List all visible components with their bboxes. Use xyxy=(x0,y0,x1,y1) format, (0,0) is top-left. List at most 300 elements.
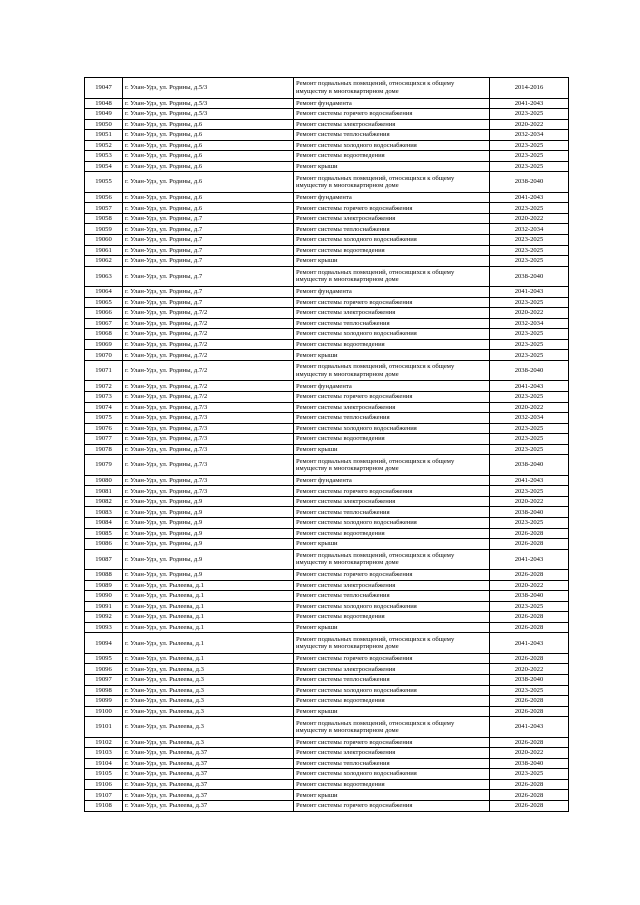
table-row xyxy=(85,591,569,602)
period-cell: 2023-2025 xyxy=(490,434,569,445)
row-number: 19056 xyxy=(85,192,123,203)
row-number: 19068 xyxy=(85,329,123,340)
row-number: 19053 xyxy=(85,151,123,162)
row-number: 19099 xyxy=(85,696,123,707)
period-cell: 2026-2028 xyxy=(490,800,569,811)
work-type-cell: Ремонт системы электроснабжения xyxy=(294,580,490,591)
table-row xyxy=(85,224,569,235)
period-cell: 2020-2022 xyxy=(490,580,569,591)
work-type-cell: Ремонт системы теплоснабжения xyxy=(294,318,490,329)
row-number: 19083 xyxy=(85,507,123,518)
work-type-cell: Ремонт крыши xyxy=(294,622,490,633)
address-cell: г. Улан-Удэ, ул. Рылеева, д.3 xyxy=(123,664,294,675)
table-row xyxy=(85,696,569,707)
table-row xyxy=(85,779,569,790)
address-cell: г. Улан-Удэ, ул. Родины, д.6 xyxy=(123,172,294,193)
period-cell: 2020-2022 xyxy=(490,119,569,130)
address-cell: г. Улан-Удэ, ул. Рылеева, д.1 xyxy=(123,622,294,633)
address-cell: г. Улан-Удэ, ул. Рылеева, д.1 xyxy=(123,653,294,664)
address-cell: г. Улан-Удэ, ул. Рылеева, д.37 xyxy=(123,769,294,780)
work-type-cell: Ремонт системы теплоснабжения xyxy=(294,507,490,518)
table-row xyxy=(85,539,569,550)
address-cell: г. Улан-Удэ, ул. Рылеева, д.3 xyxy=(123,717,294,738)
address-cell: г. Улан-Удэ, ул. Рылеева, д.37 xyxy=(123,748,294,759)
row-number: 19081 xyxy=(85,486,123,497)
work-type-cell: Ремонт системы холодного водоснабжения xyxy=(294,140,490,151)
period-cell: 2020-2022 xyxy=(490,748,569,759)
work-type-cell: Ремонт системы электроснабжения xyxy=(294,213,490,224)
period-cell: 2032-2034 xyxy=(490,224,569,235)
period-cell: 2041-2043 xyxy=(490,287,569,298)
row-number: 19080 xyxy=(85,475,123,486)
period-cell: 2032-2034 xyxy=(490,318,569,329)
address-cell: г. Улан-Удэ, ул. Рылеева, д.3 xyxy=(123,685,294,696)
work-type-cell: Ремонт системы теплоснабжения xyxy=(294,591,490,602)
period-cell: 2023-2025 xyxy=(490,109,569,120)
address-cell: г. Улан-Удэ, ул. Родины, д.7 xyxy=(123,245,294,256)
address-cell: г. Улан-Удэ, ул. Родины, д.9 xyxy=(123,528,294,539)
address-cell: г. Улан-Удэ, ул. Родины, д.6 xyxy=(123,192,294,203)
table-row xyxy=(85,706,569,717)
work-type-cell: Ремонт подвальных помещений, относящихся к общему имуществу в многоквартирном доме xyxy=(294,455,490,476)
row-number: 19054 xyxy=(85,161,123,172)
work-type-cell: Ремонт крыши xyxy=(294,539,490,550)
work-type-cell: Ремонт системы горячего водоснабжения xyxy=(294,800,490,811)
work-type-cell: Ремонт подвальных помещений, относящихся к общему имуществу в многоквартирном доме xyxy=(294,717,490,738)
work-type-cell: Ремонт системы холодного водоснабжения xyxy=(294,329,490,340)
table-row xyxy=(85,790,569,801)
work-type-cell: Ремонт системы водоотведения xyxy=(294,779,490,790)
row-number: 19079 xyxy=(85,455,123,476)
work-type-cell: Ремонт системы горячего водоснабжения xyxy=(294,737,490,748)
address-cell: г. Улан-Удэ, ул. Рылеева, д.3 xyxy=(123,675,294,686)
address-cell: г. Улан-Удэ, ул. Родины, д.7/3 xyxy=(123,434,294,445)
address-cell: г. Улан-Удэ, ул. Родины, д.7 xyxy=(123,224,294,235)
table-row xyxy=(85,78,569,99)
table-row xyxy=(85,98,569,109)
address-cell: г. Улан-Удэ, ул. Родины, д.6 xyxy=(123,119,294,130)
work-type-cell: Ремонт системы горячего водоснабжения xyxy=(294,653,490,664)
period-cell: 2038-2040 xyxy=(490,266,569,287)
table-row xyxy=(85,444,569,455)
work-type-cell: Ремонт крыши xyxy=(294,161,490,172)
table-row xyxy=(85,455,569,476)
period-cell: 2023-2025 xyxy=(490,423,569,434)
period-cell: 2020-2022 xyxy=(490,402,569,413)
row-number: 19092 xyxy=(85,612,123,623)
period-cell: 2026-2028 xyxy=(490,779,569,790)
row-number: 19097 xyxy=(85,675,123,686)
row-number: 19084 xyxy=(85,518,123,529)
row-number: 19051 xyxy=(85,130,123,141)
work-type-cell: Ремонт крыши xyxy=(294,790,490,801)
address-cell: г. Улан-Удэ, ул. Родины, д.5/3 xyxy=(123,78,294,99)
period-cell: 2026-2028 xyxy=(490,696,569,707)
address-cell: г. Улан-Удэ, ул. Родины, д.7/2 xyxy=(123,381,294,392)
table-row xyxy=(85,800,569,811)
table-row xyxy=(85,308,569,319)
period-cell: 2023-2025 xyxy=(490,444,569,455)
table-row xyxy=(85,518,569,529)
row-number: 19091 xyxy=(85,601,123,612)
repair-schedule-table xyxy=(84,77,569,812)
address-cell: г. Улан-Удэ, ул. Рылеева, д.37 xyxy=(123,800,294,811)
row-number: 19077 xyxy=(85,434,123,445)
row-number: 19061 xyxy=(85,245,123,256)
period-cell: 2041-2043 xyxy=(490,192,569,203)
address-cell: г. Улан-Удэ, ул. Родины, д.7/2 xyxy=(123,392,294,403)
period-cell: 2038-2040 xyxy=(490,758,569,769)
work-type-cell: Ремонт подвальных помещений, относящихся к общему имуществу в многоквартирном доме xyxy=(294,549,490,570)
row-number: 19058 xyxy=(85,213,123,224)
work-type-cell: Ремонт системы электроснабжения xyxy=(294,308,490,319)
period-cell: 2023-2025 xyxy=(490,235,569,246)
work-type-cell: Ремонт крыши xyxy=(294,256,490,267)
address-cell: г. Улан-Удэ, ул. Родины, д.7/2 xyxy=(123,318,294,329)
address-cell: г. Улан-Удэ, ул. Рылеева, д.37 xyxy=(123,790,294,801)
address-cell: г. Улан-Удэ, ул. Рылеева, д.3 xyxy=(123,696,294,707)
address-cell: г. Улан-Удэ, ул. Родины, д.7 xyxy=(123,256,294,267)
table-row xyxy=(85,653,569,664)
period-cell: 2038-2040 xyxy=(490,172,569,193)
table-row xyxy=(85,612,569,623)
period-cell: 2023-2025 xyxy=(490,350,569,361)
row-number: 19100 xyxy=(85,706,123,717)
address-cell: г. Улан-Удэ, ул. Родины, д.7 xyxy=(123,213,294,224)
row-number: 19090 xyxy=(85,591,123,602)
address-cell: г. Улан-Удэ, ул. Родины, д.7/2 xyxy=(123,360,294,381)
work-type-cell: Ремонт фундамента xyxy=(294,98,490,109)
row-number: 19106 xyxy=(85,779,123,790)
row-number: 19069 xyxy=(85,339,123,350)
period-cell: 2026-2028 xyxy=(490,612,569,623)
table-row xyxy=(85,496,569,507)
period-cell: 2041-2043 xyxy=(490,549,569,570)
period-cell: 2038-2040 xyxy=(490,455,569,476)
table-row xyxy=(85,350,569,361)
row-number: 19078 xyxy=(85,444,123,455)
work-type-cell: Ремонт системы водоотведения xyxy=(294,528,490,539)
work-type-cell: Ремонт подвальных помещений, относящихся к общему имуществу в многоквартирном доме xyxy=(294,172,490,193)
address-cell: г. Улан-Удэ, ул. Родины, д.6 xyxy=(123,161,294,172)
period-cell: 2026-2028 xyxy=(490,737,569,748)
row-number: 19086 xyxy=(85,539,123,550)
table-row xyxy=(85,297,569,308)
period-cell: 2020-2022 xyxy=(490,213,569,224)
work-type-cell: Ремонт крыши xyxy=(294,706,490,717)
table-row xyxy=(85,664,569,675)
work-type-cell: Ремонт системы холодного водоснабжения xyxy=(294,423,490,434)
period-cell: 2023-2025 xyxy=(490,769,569,780)
row-number: 19085 xyxy=(85,528,123,539)
period-cell: 2038-2040 xyxy=(490,507,569,518)
table-row xyxy=(85,622,569,633)
address-cell: г. Улан-Удэ, ул. Родины, д.7/3 xyxy=(123,413,294,424)
table-row xyxy=(85,748,569,759)
work-type-cell: Ремонт подвальных помещений, относящихся к общему имуществу в многоквартирном доме xyxy=(294,266,490,287)
table-row xyxy=(85,161,569,172)
table-row xyxy=(85,737,569,748)
table-row xyxy=(85,213,569,224)
row-number: 19089 xyxy=(85,580,123,591)
work-type-cell: Ремонт крыши xyxy=(294,444,490,455)
row-number: 19074 xyxy=(85,402,123,413)
address-cell: г. Улан-Удэ, ул. Рылеева, д.3 xyxy=(123,706,294,717)
work-type-cell: Ремонт системы теплоснабжения xyxy=(294,413,490,424)
address-cell: г. Улан-Удэ, ул. Родины, д.9 xyxy=(123,549,294,570)
work-type-cell: Ремонт системы теплоснабжения xyxy=(294,130,490,141)
work-type-cell: Ремонт системы горячего водоснабжения xyxy=(294,109,490,120)
work-type-cell: Ремонт системы электроснабжения xyxy=(294,496,490,507)
period-cell: 2023-2025 xyxy=(490,140,569,151)
work-type-cell: Ремонт системы холодного водоснабжения xyxy=(294,769,490,780)
work-type-cell: Ремонт системы электроснабжения xyxy=(294,748,490,759)
row-number: 19070 xyxy=(85,350,123,361)
period-cell: 2032-2034 xyxy=(490,413,569,424)
period-cell: 2026-2028 xyxy=(490,706,569,717)
work-type-cell: Ремонт подвальных помещений, относящихся к общему имуществу в многоквартирном доме xyxy=(294,360,490,381)
period-cell: 2041-2043 xyxy=(490,381,569,392)
work-type-cell: Ремонт системы теплоснабжения xyxy=(294,758,490,769)
work-type-cell: Ремонт системы горячего водоснабжения xyxy=(294,392,490,403)
row-number: 19047 xyxy=(85,78,123,99)
row-number: 19050 xyxy=(85,119,123,130)
row-number: 19065 xyxy=(85,297,123,308)
work-type-cell: Ремонт системы холодного водоснабжения xyxy=(294,235,490,246)
period-cell: 2023-2025 xyxy=(490,486,569,497)
table-row xyxy=(85,329,569,340)
period-cell: 2026-2028 xyxy=(490,790,569,801)
period-cell: 2026-2028 xyxy=(490,539,569,550)
work-type-cell: Ремонт системы водоотведения xyxy=(294,612,490,623)
table-row xyxy=(85,266,569,287)
work-type-cell: Ремонт подвальных помещений, относящихся к общему имуществу в многоквартирном доме xyxy=(294,633,490,654)
table-row xyxy=(85,287,569,298)
period-cell: 2023-2025 xyxy=(490,392,569,403)
row-number: 19057 xyxy=(85,203,123,214)
table-row xyxy=(85,109,569,120)
table-row xyxy=(85,570,569,581)
work-type-cell: Ремонт крыши xyxy=(294,350,490,361)
row-number: 19064 xyxy=(85,287,123,298)
address-cell: г. Улан-Удэ, ул. Родины, д.6 xyxy=(123,151,294,162)
work-type-cell: Ремонт системы горячего водоснабжения xyxy=(294,297,490,308)
row-number: 19073 xyxy=(85,392,123,403)
row-number: 19059 xyxy=(85,224,123,235)
table-row xyxy=(85,685,569,696)
period-cell: 2023-2025 xyxy=(490,297,569,308)
work-type-cell: Ремонт системы водоотведения xyxy=(294,696,490,707)
address-cell: г. Улан-Удэ, ул. Рылеева, д.1 xyxy=(123,612,294,623)
row-number: 19060 xyxy=(85,235,123,246)
address-cell: г. Улан-Удэ, ул. Рылеева, д.1 xyxy=(123,601,294,612)
work-type-cell: Ремонт системы электроснабжения xyxy=(294,119,490,130)
address-cell: г. Улан-Удэ, ул. Рылеева, д.3 xyxy=(123,737,294,748)
address-cell: г. Улан-Удэ, ул. Родины, д.7/3 xyxy=(123,423,294,434)
row-number: 19082 xyxy=(85,496,123,507)
period-cell: 2026-2028 xyxy=(490,570,569,581)
period-cell: 2023-2025 xyxy=(490,245,569,256)
address-cell: г. Улан-Удэ, ул. Родины, д.7/2 xyxy=(123,329,294,340)
period-cell: 2020-2022 xyxy=(490,664,569,675)
work-type-cell: Ремонт фундамента xyxy=(294,192,490,203)
period-cell: 2023-2025 xyxy=(490,256,569,267)
table-row xyxy=(85,339,569,350)
table-row xyxy=(85,475,569,486)
table-row xyxy=(85,392,569,403)
address-cell: г. Улан-Удэ, ул. Родины, д.7 xyxy=(123,266,294,287)
period-cell: 2020-2022 xyxy=(490,496,569,507)
period-cell: 2026-2028 xyxy=(490,622,569,633)
row-number: 19049 xyxy=(85,109,123,120)
row-number: 19104 xyxy=(85,758,123,769)
address-cell: г. Улан-Удэ, ул. Родины, д.9 xyxy=(123,518,294,529)
table-row xyxy=(85,172,569,193)
period-cell: 2023-2025 xyxy=(490,518,569,529)
address-cell: г. Улан-Удэ, ул. Родины, д.9 xyxy=(123,496,294,507)
work-type-cell: Ремонт системы холодного водоснабжения xyxy=(294,601,490,612)
period-cell: 2023-2025 xyxy=(490,151,569,162)
address-cell: г. Улан-Удэ, ул. Родины, д.7/3 xyxy=(123,486,294,497)
row-number: 19087 xyxy=(85,549,123,570)
work-type-cell: Ремонт системы водоотведения xyxy=(294,339,490,350)
address-cell: г. Улан-Удэ, ул. Рылеева, д.1 xyxy=(123,591,294,602)
row-number: 19088 xyxy=(85,570,123,581)
work-type-cell: Ремонт системы водоотведения xyxy=(294,151,490,162)
period-cell: 2038-2040 xyxy=(490,360,569,381)
row-number: 19101 xyxy=(85,717,123,738)
table-row xyxy=(85,235,569,246)
period-cell: 2026-2028 xyxy=(490,528,569,539)
table-row xyxy=(85,318,569,329)
table-row xyxy=(85,130,569,141)
table-row xyxy=(85,360,569,381)
address-cell: г. Улан-Удэ, ул. Родины, д.7 xyxy=(123,235,294,246)
work-type-cell: Ремонт системы горячего водоснабжения xyxy=(294,570,490,581)
period-cell: 2032-2034 xyxy=(490,130,569,141)
period-cell: 2023-2025 xyxy=(490,161,569,172)
table-row xyxy=(85,402,569,413)
address-cell: г. Улан-Удэ, ул. Родины, д.6 xyxy=(123,140,294,151)
row-number: 19066 xyxy=(85,308,123,319)
period-cell: 2038-2040 xyxy=(490,591,569,602)
period-cell: 2041-2043 xyxy=(490,633,569,654)
row-number: 19096 xyxy=(85,664,123,675)
work-type-cell: Ремонт системы водоотведения xyxy=(294,245,490,256)
row-number: 19075 xyxy=(85,413,123,424)
period-cell: 2020-2022 xyxy=(490,308,569,319)
table-row xyxy=(85,633,569,654)
period-cell: 2041-2043 xyxy=(490,98,569,109)
work-type-cell: Ремонт системы теплоснабжения xyxy=(294,224,490,235)
work-type-cell: Ремонт системы горячего водоснабжения xyxy=(294,486,490,497)
work-type-cell: Ремонт системы водоотведения xyxy=(294,434,490,445)
work-type-cell: Ремонт системы холодного водоснабжения xyxy=(294,685,490,696)
table-row xyxy=(85,192,569,203)
address-cell: г. Улан-Удэ, ул. Родины, д.5/3 xyxy=(123,109,294,120)
period-cell: 2014-2016 xyxy=(490,78,569,99)
work-type-cell: Ремонт системы электроснабжения xyxy=(294,664,490,675)
table-row xyxy=(85,413,569,424)
table-row xyxy=(85,549,569,570)
address-cell: г. Улан-Удэ, ул. Рылеева, д.1 xyxy=(123,633,294,654)
address-cell: г. Улан-Удэ, ул. Родины, д.7/3 xyxy=(123,455,294,476)
table-row xyxy=(85,256,569,267)
work-type-cell: Ремонт фундамента xyxy=(294,287,490,298)
table-row xyxy=(85,528,569,539)
table-row xyxy=(85,580,569,591)
address-cell: г. Улан-Удэ, ул. Родины, д.7/2 xyxy=(123,308,294,319)
row-number: 19076 xyxy=(85,423,123,434)
address-cell: г. Улан-Удэ, ул. Родины, д.7/3 xyxy=(123,475,294,486)
row-number: 19102 xyxy=(85,737,123,748)
work-type-cell: Ремонт системы электроснабжения xyxy=(294,402,490,413)
row-number: 19048 xyxy=(85,98,123,109)
address-cell: г. Улан-Удэ, ул. Рылеева, д.1 xyxy=(123,580,294,591)
address-cell: г. Улан-Удэ, ул. Родины, д.9 xyxy=(123,570,294,581)
table-row xyxy=(85,675,569,686)
address-cell: г. Улан-Удэ, ул. Родины, д.9 xyxy=(123,507,294,518)
table-row xyxy=(85,423,569,434)
address-cell: г. Улан-Удэ, ул. Рылеева, д.37 xyxy=(123,779,294,790)
row-number: 19095 xyxy=(85,653,123,664)
row-number: 19105 xyxy=(85,769,123,780)
table-row xyxy=(85,381,569,392)
period-cell: 2038-2040 xyxy=(490,675,569,686)
row-number: 19093 xyxy=(85,622,123,633)
row-number: 19098 xyxy=(85,685,123,696)
address-cell: г. Улан-Удэ, ул. Родины, д.7 xyxy=(123,297,294,308)
table-row xyxy=(85,203,569,214)
period-cell: 2041-2043 xyxy=(490,717,569,738)
table-row xyxy=(85,507,569,518)
address-cell: г. Улан-Удэ, ул. Родины, д.7/3 xyxy=(123,444,294,455)
period-cell: 2023-2025 xyxy=(490,203,569,214)
period-cell: 2023-2025 xyxy=(490,329,569,340)
address-cell: г. Улан-Удэ, ул. Родины, д.7/3 xyxy=(123,402,294,413)
address-cell: г. Улан-Удэ, ул. Рылеева, д.37 xyxy=(123,758,294,769)
row-number: 19071 xyxy=(85,360,123,381)
address-cell: г. Улан-Удэ, ул. Родины, д.7/2 xyxy=(123,350,294,361)
row-number: 19052 xyxy=(85,140,123,151)
table-row xyxy=(85,717,569,738)
row-number: 19094 xyxy=(85,633,123,654)
address-cell: г. Улан-Удэ, ул. Родины, д.9 xyxy=(123,539,294,550)
table-row xyxy=(85,769,569,780)
row-number: 19062 xyxy=(85,256,123,267)
period-cell: 2023-2025 xyxy=(490,339,569,350)
row-number: 19103 xyxy=(85,748,123,759)
period-cell: 2023-2025 xyxy=(490,601,569,612)
work-type-cell: Ремонт системы теплоснабжения xyxy=(294,675,490,686)
address-cell: г. Улан-Удэ, ул. Родины, д.7/2 xyxy=(123,339,294,350)
table-row xyxy=(85,434,569,445)
table-row xyxy=(85,601,569,612)
row-number: 19063 xyxy=(85,266,123,287)
work-type-cell: Ремонт системы горячего водоснабжения xyxy=(294,203,490,214)
table-row xyxy=(85,245,569,256)
table-row xyxy=(85,119,569,130)
address-cell: г. Улан-Удэ, ул. Родины, д.6 xyxy=(123,203,294,214)
table-row xyxy=(85,140,569,151)
period-cell: 2023-2025 xyxy=(490,685,569,696)
work-type-cell: Ремонт фундамента xyxy=(294,381,490,392)
repair-schedule-body xyxy=(85,78,569,812)
work-type-cell: Ремонт фундамента xyxy=(294,475,490,486)
table-row xyxy=(85,486,569,497)
work-type-cell: Ремонт подвальных помещений, относящихся к общему имуществу в многоквартирном доме xyxy=(294,78,490,99)
table-row xyxy=(85,151,569,162)
